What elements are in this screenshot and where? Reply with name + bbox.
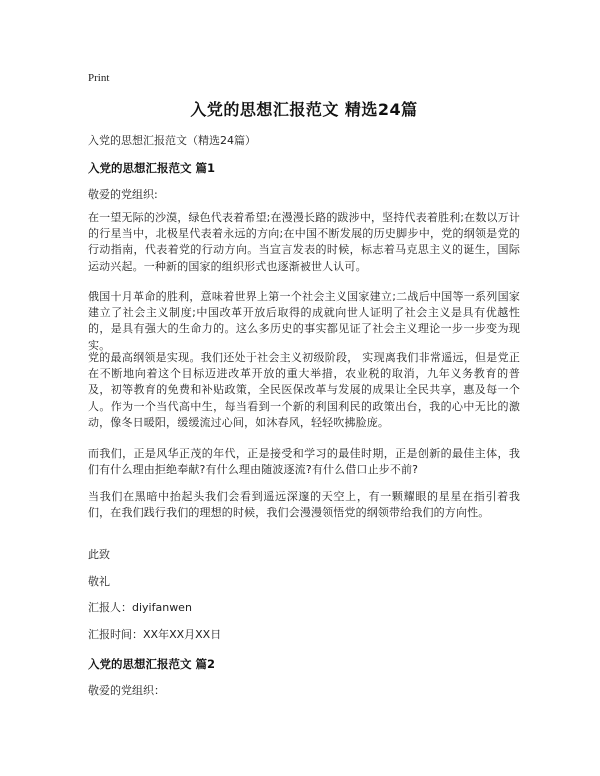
reporter-line: 汇报人：diyifanwen: [88, 601, 192, 614]
print-link[interactable]: Print: [88, 72, 110, 84]
paragraph-4: 而我们，正是风华正茂的年代，正是接受和学习的最佳时期，正是创新的最佳主体，我们有什么理由拒绝奉献?有什么理由随波逐流?有什么借口止步不前?: [88, 447, 520, 477]
greeting-2: 敬爱的党组织：: [88, 684, 165, 697]
paragraph-5: 当我们在黑暗中抬起头我们会看到遥远深邃的天空上，有一颗耀眼的星星在指引着我们，在我们践行我们的理想的时候，我们会漫漫领悟党的纲领带给我们的方向性。: [88, 490, 520, 520]
page-title: 入党的思想汇报范文 精选24篇: [190, 100, 418, 119]
closing-text: 此致: [88, 548, 110, 561]
salute-text: 敬礼: [88, 575, 110, 588]
paragraph-3: 党的最高纲领是实现。我们还处于社会主义初级阶段， 实现离我们非常遥远，但是党正在不断地向着这个目标迈进改革开放的重大举措，农业税的取消，九年义务教育的普及，初等教育的免费和补贴政策，全民医保改革与发展的成果让全民共享，惠及每一个人。作为一个当代高中生，每当看到一个新的利国利民的政策出台，我的心中无比的激动，像冬日暖阳，缓缓流过心间，如沐春风，轻轻吹拂脸庞。: [88, 351, 520, 429]
greeting-1: 敬爱的党组织:: [88, 188, 158, 201]
section-heading-2: 入党的思想汇报范文 篇2: [88, 657, 216, 671]
document-subtitle: 入党的思想汇报范文（精选24篇）: [88, 134, 256, 147]
section-heading-1: 入党的思想汇报范文 篇1: [88, 161, 216, 175]
report-time-line: 汇报时间：XX年XX月XX日: [88, 628, 222, 641]
paragraph-2: 俄国十月革命的胜利，意味着世界上第一个社会主义国家建立;二战后中国等一系列国家建立了社会主义制度;中国改革开放后取得的成就向世人证明了社会主义是具有优越性的，是具有强大的生命力的。这么多历史的事实都见证了社会主义理论一步一步变为现实。: [88, 290, 520, 352]
paragraph-1: 在一望无际的沙漠，绿色代表着希望;在漫漫长路的跋涉中，坚持代表着胜利;在数以万计的行星当中，北极星代表着永远的方向;在中国不断发展的历史脚步中，党的纲领是党的行动指南，代表着党的行动方向。当宣言发表的时候，标志着马克思主义的诞生，国际运动兴起。一种新的国家的组织形式也逐渐被世人认可。: [88, 211, 520, 273]
